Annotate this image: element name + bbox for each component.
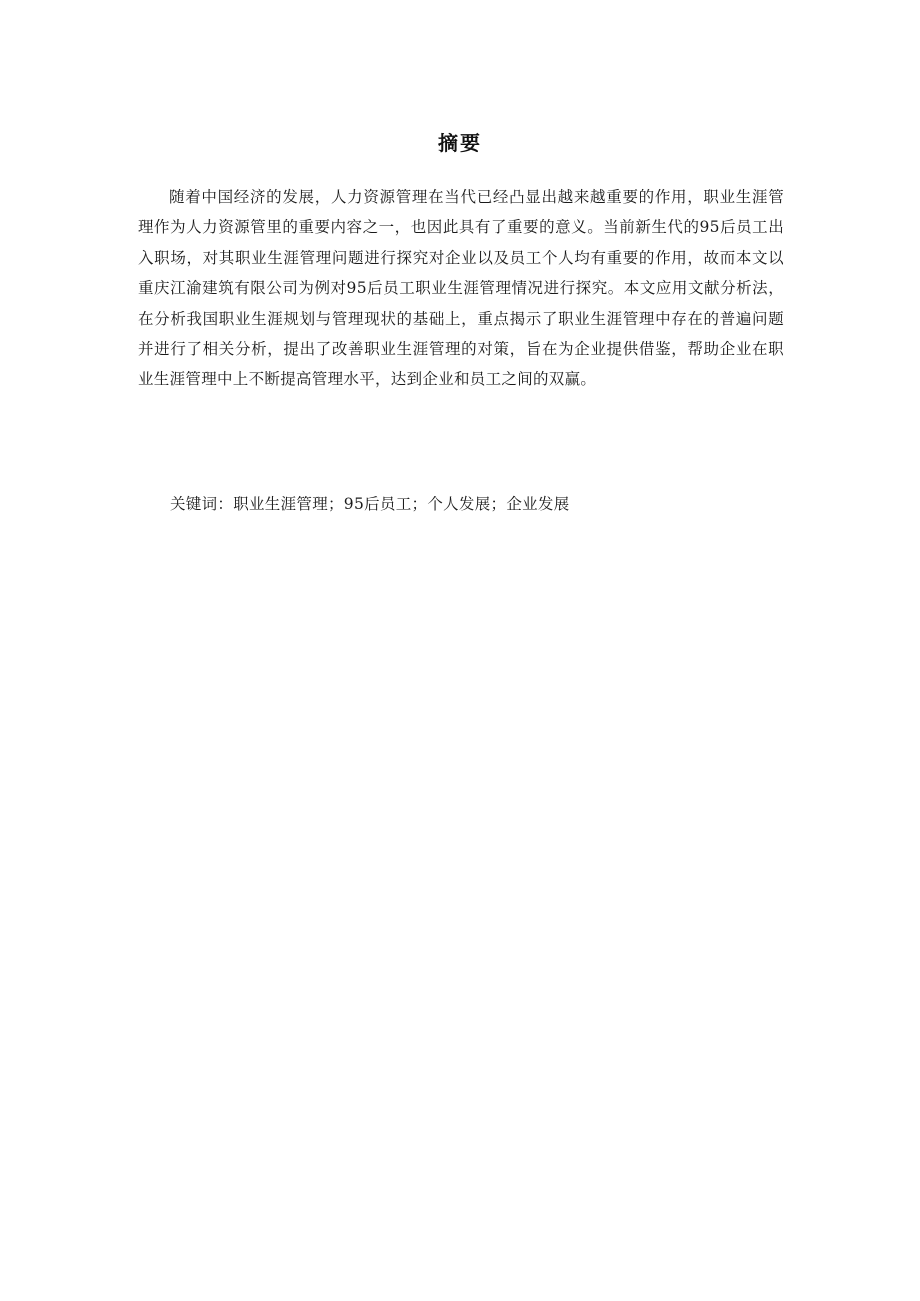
abstract-title: 摘要 <box>438 131 482 155</box>
abstract-body: 随着中国经济的发展，人力资源管理在当代已经凸显出越来越重要的作用，职业生涯管理作为人力资源管里的重要内容之一，也因此具有了重要的意义。当前新生代的95后员工出入职场，对其职业生涯管理问题进行探究对企业以及员工个人均有重要的作用，故而本文以重庆江渝建筑有限公司为例对95后员工职业生涯管理情况进行探究。本文应用文献分析法，在分析我国职业生涯规划与管理现状的基础上，重点揭示了职业生涯管理中存在的普遍问题并进行了相关分析，提出了改善职业生涯管理的对策，旨在为企业提供借鉴，帮助企业在职业生涯管理中上不断提高管理水平，达到企业和员工之间的双赢。 <box>138 188 784 389</box>
keywords-line: 关键词：职业生涯管理；95后员工；个人发展；企业发展 <box>170 495 570 513</box>
